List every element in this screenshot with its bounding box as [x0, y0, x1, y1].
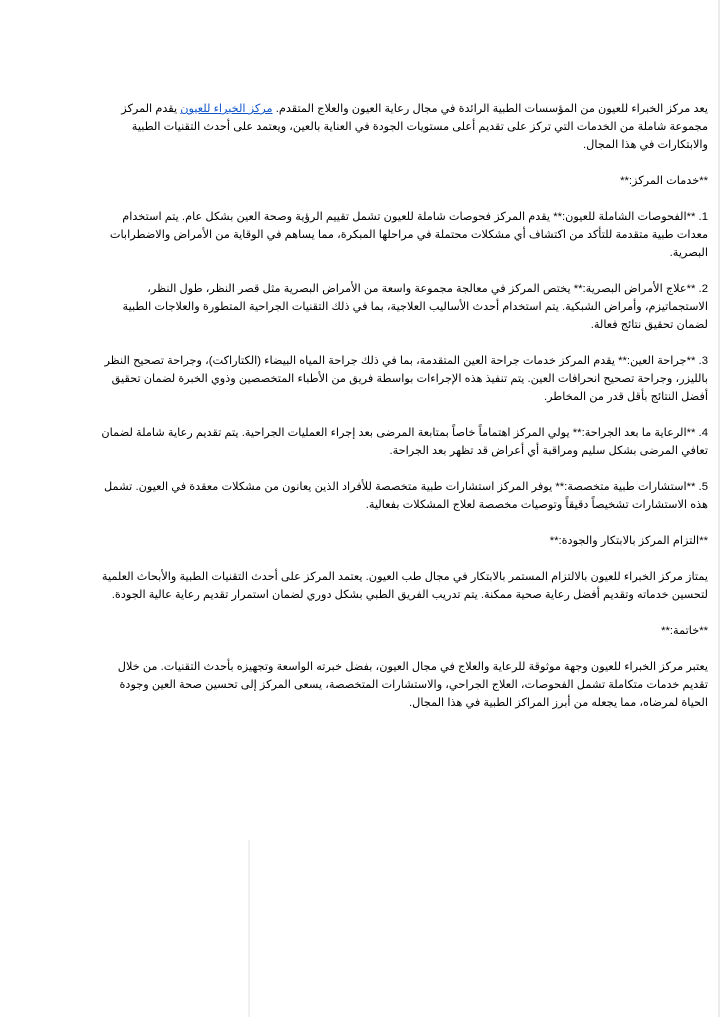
service-item-consultations: 5. **استشارات طبية متخصصة:** يوفر المركز استشارات طبية متخصصة للأفراد الذين يعانون من مشكلات معقدة في العيون. تشمل هذه الاستشارات تشخيصاً دقيقاً وتوصيات مخصصة لعلاج المشكلات بفعالية.	[104, 481, 708, 511]
center-link[interactable]: مركز الخبراء للعيون	[180, 103, 273, 115]
intro-text-end: يقدم المركز مجموعة شاملة من الخدمات التي تركز على تقديم أعلى مستويات الجودة في العناية بالعين، ويعتمد على أحدث التقنيات الطبية والابتكارات في هذا المجال.	[121, 103, 708, 151]
service-item-aftercare: 4. **الرعاية ما بعد الجراحة:** يولي المركز اهتماماً خاصاً بمتابعة المرضى بعد إجراء العمليات الجراحية. يتم تقديم رعاية شاملة لضمان تعافي المرضى بشكل سليم ومراقبة أي أعراض قد تظهر بعد الجراحة.	[101, 427, 708, 457]
service-item-surgery: 3. **جراحة العين:** يقدم المركز خدمات جراحة العين المتقدمة، بما في ذلك جراحة المياه البيضاء (الكتاراكت)، وجراحة تصحيح النظر بالليزر، وجراحة تصحيح انحرافات العين. يتم تنفيذ هذه الإجراءات بواسطة فريق من الأطباء المتخصصين وذوي الخبرة لضمان تحقيق أفضل النتائج بأقل قدر من المخاطر.	[104, 355, 708, 403]
service-item-exams: 1. **الفحوصات الشاملة للعيون:** يقدم المركز فحوصات شاملة للعيون تشمل تقييم الرؤية وصحة العين بشكل عام. يتم استخدام معدات طبية متقدمة للتأكد من اكتشاف أي مشكلات محتملة في مراحلها المبكرة، مما يساهم في الوقاية من الأمراض والاضطرابات البصرية.	[109, 211, 708, 259]
intro-text-start: يعد مركز الخبراء للعيون من المؤسسات الطبية الرائدة في مجال رعاية العيون والعلاج المتقدم.	[272, 103, 708, 115]
intro-paragraph	[92, 100, 708, 154]
services-heading: **خدمات المركز:**	[620, 175, 708, 187]
commitment-heading: **التزام المركز بالابتكار والجودة:**	[549, 535, 708, 547]
conclusion-paragraph: يعتبر مركز الخبراء للعيون وجهة موثوقة للرعاية والعلاج في مجال العيون، بفضل خبرته الواسعة وتجهيزه بأحدث التقنيات. من خلال تقديم خدمات متكاملة تشمل الفحوصات، العلاج الجراحي، والاستشارات المتخصصة، يسعى المركز إلى تحسين صحة العين وجودة الحياة لمرضاه، مما يجعله من أبرز المراكز الطبية في هذا المجال.	[117, 661, 708, 709]
page-gutter	[248, 840, 250, 1017]
document-body	[92, 100, 708, 730]
service-item-treatment: 2. **علاج الأمراض البصرية:** يختص المركز في معالجة مجموعة واسعة من الأمراض البصرية مثل قصر النظر، طول النظر، الاستجماتيزم، وأمراض الشبكية. يتم استخدام أحدث الأساليب العلاجية، بما في ذلك التقنيات الجراحية المتطورة والعلاجات الطبية لضمان تحقيق نتائج فعالة.	[122, 283, 708, 331]
commitment-paragraph: يمتاز مركز الخبراء للعيون بالالتزام المستمر بالابتكار في مجال طب العيون. يعتمد المركز على أحدث التقنيات الطبية والأبحاث العلمية لتحسين خدماته وتقديم أفضل رعاية صحية ممكنة. يتم تدريب الفريق الطبي بشكل دوري لضمان استمرار تقديم رعاية عالية الجودة.	[101, 571, 708, 601]
conclusion-heading: **خاتمة:**	[661, 625, 708, 637]
